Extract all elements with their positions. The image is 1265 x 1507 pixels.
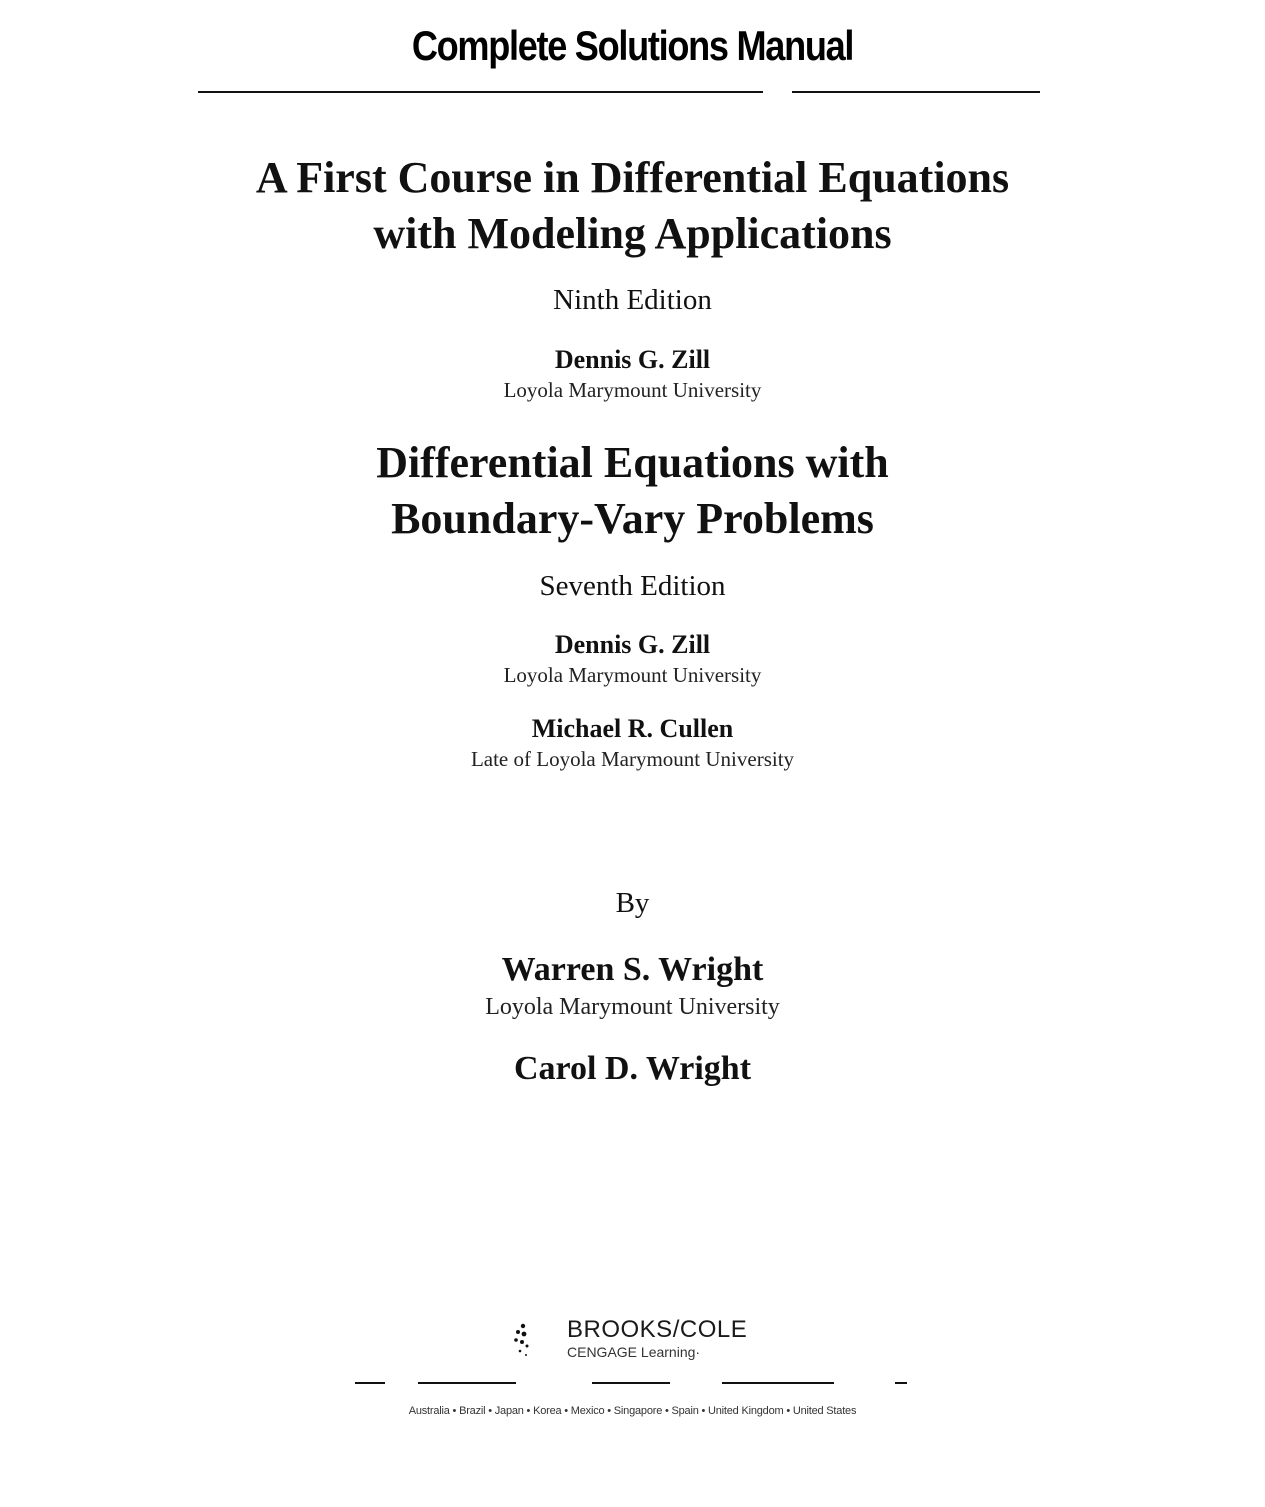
manual-author-1-affiliation: Loyola Marymount University [485, 994, 780, 1020]
book2-title [0, 435, 1265, 547]
book1-affiliation: Loyola Marymount University [503, 378, 762, 402]
footer-rule-1 [355, 1382, 385, 1384]
footer-rule-3 [592, 1382, 670, 1384]
book2-title-line2: Boundary-Vary Problems [391, 494, 874, 543]
book2-affiliation-2: Late of Loyola Marymount University [470, 747, 795, 771]
book1-title-line2: with Modeling Applications [373, 209, 892, 258]
publisher-countries: Australia • Brazil • Japan • Korea • Mexico • Singapore • Spain • United Kingdom • United States [408, 1405, 857, 1417]
cengage-logo-icon [510, 1318, 540, 1362]
book2-affiliation-1: Loyola Marymount University [503, 663, 762, 687]
publisher-brand: BROOKS/COLE [567, 1316, 748, 1343]
header-rule-right [792, 91, 1040, 93]
manual-title: Complete Solutions Manual [411, 22, 854, 69]
book2-author-1: Dennis G. Zill [554, 630, 711, 659]
by-label: By [615, 887, 650, 919]
manual-author-1: Warren S. Wright [501, 951, 764, 988]
header-rule-left [198, 91, 763, 93]
book1-author: Dennis G. Zill [554, 345, 711, 374]
footer-rule-5 [895, 1382, 907, 1384]
book2-author-2: Michael R. Cullen [531, 714, 734, 743]
book1-title-line1: A First Course in Differential Equations [255, 153, 1010, 202]
footer-rule-4 [722, 1382, 834, 1384]
publisher-logo [510, 1316, 760, 1366]
book1-title [0, 150, 1265, 262]
book2-edition: Seventh Edition [539, 570, 726, 602]
manual-author-2: Carol D. Wright [513, 1050, 752, 1087]
footer-rule-2 [418, 1382, 516, 1384]
book1-edition: Ninth Edition [553, 284, 712, 316]
book2-title-line1: Differential Equations with [376, 438, 889, 487]
publisher-subbrand: CENGAGE Learning· [567, 1344, 701, 1360]
